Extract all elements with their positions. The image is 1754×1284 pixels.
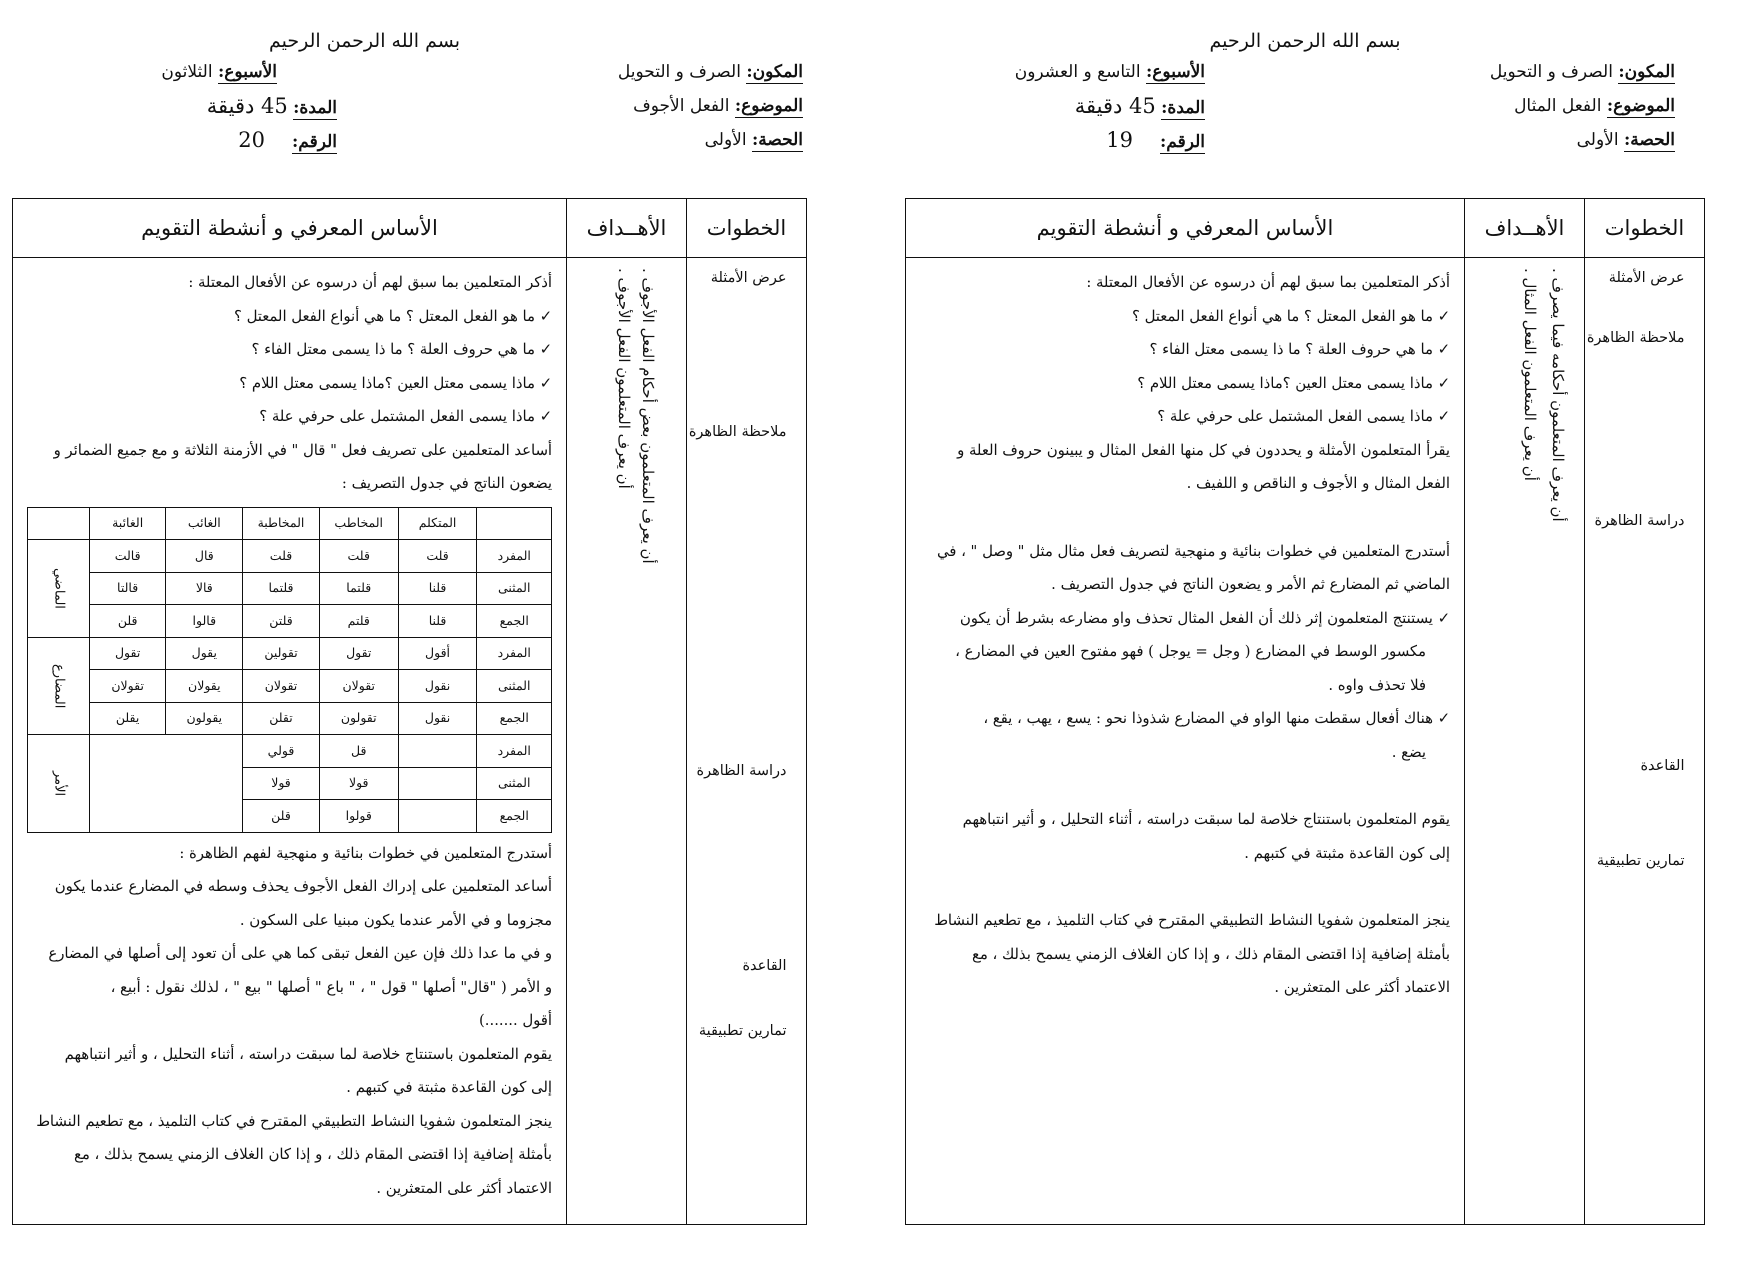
content-line: يقوم المتعلمون باستنتاج خلاصة لما سبقت دراسته ، أثناء التحليل ، و أثير انتباههم: [64, 1045, 552, 1063]
content-line: و في ما عدا ذلك فإن عين الفعل تبقى كما هي على أن تعود إلى أصلها في المضارع: [48, 945, 552, 962]
goals-column: [1465, 258, 1585, 1225]
conj-cell: تقولان: [319, 670, 398, 703]
conj-header: الغائبة: [89, 507, 166, 540]
conj-cell: قولا: [243, 767, 320, 800]
conj-cell: تقولون: [319, 702, 398, 735]
conj-cell: يقول: [166, 637, 243, 670]
content-line: يقوم المتعلمون باستنتاج خلاصة لما سبقت دراسته ، أثناء التحليل ، و أثير انتباههم: [962, 811, 1450, 828]
conj-header: المتكلم: [398, 507, 477, 540]
content-line: الماضي ثم المضارع ثم الأمر و يضعون الناتج في جدول التصريف .: [1051, 576, 1450, 593]
conj-cell: قلت: [319, 540, 398, 573]
number-label: المثنى: [477, 572, 552, 605]
content-line: بأمثلة إضافية إذا اقتضى المقام ذلك ، و إذا كان الغلاف الزمني يسمح بذلك ، مع: [73, 1146, 552, 1163]
content-line: ✓ يستنتج المتعلمون إثر ذلك أن الفعل المثال تحذف واو مضارعه بشرط أن يكون: [920, 602, 1450, 636]
content-line: ✓ هناك أفعال سقطت منها الواو في المضارع شذوذا نحو : يسع ، يهب ، يقع ،: [920, 702, 1450, 736]
content-line: إلى كون القاعدة مثبتة في كتبهم .: [346, 1079, 552, 1096]
content-line: أستدرج المتعلمين في خطوات بنائية و منهجية لفهم الظاهرة :: [179, 844, 552, 862]
content-line: أذكر المتعلمين بما سبق لهم أن درسوه عن الأفعال المعتلة :: [1086, 274, 1450, 291]
conj-cell: يقلن: [89, 702, 166, 735]
conj-cell: قولوا: [319, 800, 398, 833]
week-field: الأسبوع: الثلاثون: [161, 62, 277, 82]
goals-header: الأهــداف: [1465, 199, 1585, 258]
conj-cell: قال: [166, 540, 243, 573]
step-label: القاعدة: [1640, 758, 1685, 774]
content-column: [13, 258, 567, 1225]
content-line: أقول .......): [479, 1012, 552, 1029]
content-line: بأمثلة إضافية إذا اقتضى المقام ذلك ، و إذا كان الغلاف الزمني يسمح بذلك ، مع: [971, 945, 1450, 963]
content-line: أستدرج المتعلمين في خطوات بنائية و منهجية لتصريف فعل مثال مثل " وصل " ، في: [936, 542, 1450, 560]
steps-header: الخطوات: [687, 199, 807, 258]
number-label: المثنى: [477, 670, 552, 703]
conj-cell: قلن: [89, 605, 166, 638]
basmala: بسم الله الرحمن الرحيم: [1209, 30, 1401, 52]
goal-text: أن يعرف المتعلمون الفعل المثال .: [1521, 268, 1539, 481]
content-line: أساعد المتعلمين على إدراك الفعل الأجوف يحذف وسطه في المضارع عندما يكون: [54, 878, 552, 895]
number-label: الجمع: [477, 702, 552, 735]
conj-cell: قلن: [243, 800, 320, 833]
number-field: الرقم: 19: [1106, 128, 1205, 152]
goals-column: [567, 258, 687, 1225]
component-field: المكون: الصرف و التحويل: [1489, 62, 1675, 82]
lesson-table: [12, 198, 807, 1225]
week-field: الأسبوع: التاسع و العشرون: [1014, 62, 1205, 82]
topic-field: الموضوع: الفعل المثال: [1514, 96, 1675, 116]
content-line: ✓ ما هي حروف العلة ؟ ما ذا يسمى معتل الفاء ؟: [27, 333, 552, 367]
tense-label: الماضي: [28, 540, 90, 638]
conj-cell: تقول: [89, 637, 166, 670]
conj-cell: قلت: [243, 540, 320, 573]
tense-label: المضارع: [28, 637, 90, 735]
conj-cell: نقول: [398, 670, 477, 703]
conj-cell: قالت: [89, 540, 166, 573]
conj-cell: قلنا: [398, 572, 477, 605]
lesson-sheet-mithal: [905, 0, 1705, 1240]
step-label: ملاحظة الظاهرة: [688, 424, 787, 440]
goal-text: أن يعرف المتعلمون بعض أحكام الفعل الأجوف .: [639, 268, 657, 564]
steps-header: الخطوات: [1585, 199, 1705, 258]
duration-field: المدة: 45 دقيقة: [206, 94, 337, 118]
conj-cell: تقولان: [89, 670, 166, 703]
content-line: ✓ ماذا يسمى معتل العين ؟ماذا يسمى معتل اللام ؟: [920, 367, 1450, 401]
content-line: الاعتماد أكثر على المتعثرين .: [376, 1179, 552, 1197]
conj-cell: قلنا: [398, 605, 477, 638]
conj-header: المخاطب: [319, 507, 398, 540]
conj-cell: قولي: [243, 735, 320, 768]
content-line: الفعل المثال و الأجوف و الناقص و اللفيف .: [1186, 475, 1450, 492]
conj-cell: قالا: [166, 572, 243, 605]
content-header: الأساس المعرفي و أنشطة التقويم: [906, 199, 1465, 258]
goal-text: أن يعرف المتعلمون أحكامه فيما يصرف .: [1549, 268, 1567, 522]
number-label: الجمع: [477, 605, 552, 638]
content-line: يضع .: [1391, 743, 1426, 761]
step-label: عرض الأمثلة: [1608, 270, 1685, 286]
step-label: تمارين تطبيقية: [1596, 853, 1685, 869]
steps-column: [687, 258, 807, 1225]
number-label: الجمع: [477, 800, 552, 833]
content-line: و الأمر ( "قال" أصلها " قول " ، " باع " أصلها " بيع " ، لذلك نقول : أبيع ،: [110, 978, 552, 996]
content-line: ينجز المتعلمون شفويا النشاط التطبيقي المقترح في كتاب التلميذ ، مع تطعيم النشاط: [934, 912, 1450, 929]
conj-cell: قلت: [398, 540, 477, 573]
conj-cell: يقولان: [166, 670, 243, 703]
content-header: الأساس المعرفي و أنشطة التقويم: [13, 199, 567, 258]
content-line: ينجز المتعلمون شفويا النشاط التطبيقي المقترح في كتاب التلميذ ، مع تطعيم النشاط: [36, 1112, 552, 1130]
conj-cell: قلتما: [319, 572, 398, 605]
content-line: مجزوما و في الأمر عندما يكون مبنيا على السكون .: [239, 911, 552, 929]
conj-cell: أقول: [398, 637, 477, 670]
step-label: دراسة الظاهرة: [1594, 513, 1685, 529]
step-label: القاعدة: [742, 958, 787, 974]
duration-field: المدة: 45 دقيقة: [1074, 94, 1205, 118]
number-label: المثنى: [477, 767, 552, 800]
conj-cell: قولا: [319, 767, 398, 800]
conj-cell: قالوا: [166, 605, 243, 638]
step-label: دراسة الظاهرة: [696, 763, 787, 779]
number-label: المفرد: [477, 637, 552, 670]
number-label: المفرد: [477, 735, 552, 768]
conj-cell: تقولين: [243, 637, 320, 670]
content-line: الاعتماد أكثر على المتعثرين .: [1274, 979, 1450, 996]
goal-text: أن يعرف المتعلمون الفعل الأجوف .: [615, 268, 633, 489]
session-field: الحصة: الأولى: [704, 130, 803, 150]
content-line: أساعد المتعلمين على تصريف فعل " قال " في الأزمنة الثلاثة و مع جميع الضمائر و: [53, 441, 552, 459]
content-line: ✓ ما هي حروف العلة ؟ ما ذا يسمى معتل الفاء ؟: [920, 333, 1450, 367]
content-line: يضعون الناتج في جدول التصريف :: [341, 475, 552, 492]
content-line: يقرأ المتعلمون الأمثلة و يحددون في كل منها الفعل المثال و يبينون حروف العلة و: [957, 441, 1450, 459]
session-field: الحصة: الأولى: [1576, 130, 1675, 150]
lesson-table: [905, 198, 1705, 1225]
basmala: بسم الله الرحمن الرحيم: [269, 30, 460, 52]
conj-cell: يقولون: [166, 702, 243, 735]
conj-cell: قل: [319, 735, 398, 768]
component-field: المكون: الصرف و التحويل: [617, 62, 803, 82]
tense-label: الأمر: [28, 735, 90, 833]
conj-cell: تقولان: [243, 670, 320, 703]
step-label: ملاحظة الظاهرة: [1586, 330, 1685, 346]
conj-header: الغائب: [166, 507, 243, 540]
content-line: مكسور الوسط في المضارع ( وجل = يوجل ) فهو مفتوح العين في المضارع ،: [955, 643, 1426, 660]
content-line: ✓ ماذا يسمى الفعل المشتمل على حرفي علة ؟: [920, 400, 1450, 434]
number-label: المفرد: [477, 540, 552, 573]
content-line: إلى كون القاعدة مثبتة في كتبهم .: [1244, 844, 1450, 862]
content-line: ✓ ما هو الفعل المعتل ؟ ما هي أنواع الفعل المعتل ؟: [27, 300, 552, 334]
content-column: [906, 258, 1465, 1225]
lesson-sheet-ajwaf: [12, 0, 807, 1240]
conj-cell: قالتا: [89, 572, 166, 605]
conj-header: المخاطبة: [243, 507, 320, 540]
conj-cell: قلتم: [319, 605, 398, 638]
conj-cell: تقول: [319, 637, 398, 670]
conj-cell: قلتما: [243, 572, 320, 605]
content-line: فلا تحذف واوه .: [1328, 676, 1426, 694]
topic-field: الموضوع: الفعل الأجوف: [633, 96, 803, 116]
conj-cell: قلتن: [243, 605, 320, 638]
content-line: ✓ ماذا يسمى معتل العين ؟ماذا يسمى معتل اللام ؟: [27, 367, 552, 401]
step-label: تمارين تطبيقية: [698, 1023, 787, 1039]
conjugation-table: [27, 507, 552, 833]
content-line: ✓ ما هو الفعل المعتل ؟ ما هي أنواع الفعل المعتل ؟: [920, 300, 1450, 334]
steps-column: [1585, 258, 1705, 1225]
conj-cell: نقول: [398, 702, 477, 735]
goals-header: الأهــداف: [567, 199, 687, 258]
number-field: الرقم: 20: [238, 128, 337, 152]
content-line: أذكر المتعلمين بما سبق لهم أن درسوه عن الأفعال المعتلة :: [188, 274, 552, 291]
content-line: ✓ ماذا يسمى الفعل المشتمل على حرفي علة ؟: [27, 400, 552, 434]
step-label: عرض الأمثلة: [710, 270, 787, 286]
conj-cell: تقلن: [243, 702, 320, 735]
